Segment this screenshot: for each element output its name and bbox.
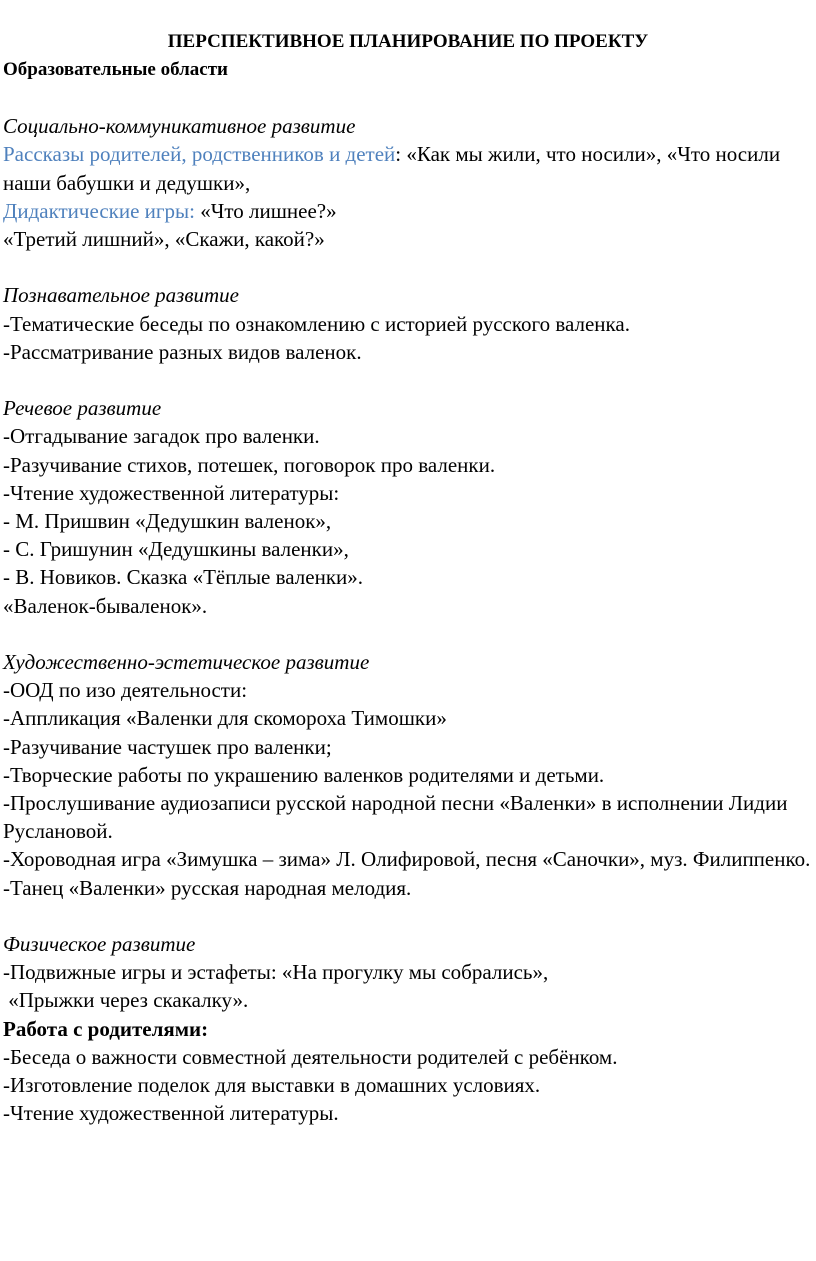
document-page: [3, 28, 813, 1127]
list-item: -Подвижные игры и эстафеты: «На прогулку мы собрались»,: [3, 960, 549, 985]
section-heading-speech: Речевое развитие: [3, 396, 162, 421]
social-stories-label: Рассказы родителей, родственников и детей: [3, 142, 396, 167]
spacer: [3, 902, 813, 930]
spacer: [3, 620, 813, 648]
social-games-text: «Что лишнее?»: [194, 198, 337, 223]
list-item: -Разучивание частушек про валенки;: [3, 734, 332, 759]
list-item: -Беседа о важности совместной деятельности родителей с ребёнком.: [3, 1044, 618, 1069]
list-item: - М. Пришвин «Дедушкин валенок»,: [3, 509, 332, 533]
list-item: «Валенок-бываленок».: [3, 593, 208, 618]
spacer: [3, 366, 813, 394]
list-item: -Изготовление поделок для выставки в домашних условиях.: [3, 1073, 541, 1098]
spacer: [3, 84, 813, 112]
list-item: -Танец «Валенки» русская народная мелодия.: [3, 875, 412, 900]
list-item: - В. Новиков. Сказка «Тёплые валенки».: [3, 565, 364, 590]
social-games-line2: «Третий лишний», «Скажи, какой?»: [3, 227, 325, 251]
document-subtitle: Образовательные области: [3, 59, 229, 80]
list-item: -Прослушивание аудиозаписи русской народной песни «Валенки» в исполнении Лидии Руслановой.: [3, 791, 788, 844]
list-item: -ООД по изо деятельности:: [3, 678, 248, 703]
list-item: «Прыжки через скакалку».: [3, 988, 249, 1013]
list-item: -Хороводная игра «Зимушка – зима» Л. Олифировой, песня «Саночки», муз. Филиппенко.: [3, 847, 811, 872]
list-item: -Творческие работы по украшению валенков родителями и детьми.: [3, 762, 605, 787]
section-heading-parents: Работа с родителями:: [3, 1016, 209, 1041]
social-games-label: Дидактические игры:: [3, 198, 195, 223]
document-title: ПЕРСПЕКТИВНОЕ ПЛАНИРОВАНИЕ ПО ПРОЕКТУ: [167, 31, 649, 52]
spacer: [3, 253, 813, 281]
list-item: -Рассматривание разных видов валенок.: [3, 339, 362, 364]
list-item: -Чтение художественной литературы.: [3, 1101, 339, 1126]
section-heading-cognitive: Познавательное развитие: [3, 283, 239, 308]
list-item: -Тематические беседы по ознакомлению с историей русского валенка.: [3, 311, 630, 336]
section-heading-art: Художественно-эстетическое развитие: [3, 650, 370, 674]
section-heading-physical: Физическое развитие: [3, 932, 196, 957]
social-stories-line: [3, 140, 813, 196]
social-stories-text: : «Как мы жили, что носили», «Что носили наши бабушки и дедушки»,: [3, 142, 781, 195]
list-item: -Отгадывание загадок про валенки.: [3, 424, 320, 449]
list-item: -Аппликация «Валенки для скомороха Тимошки»: [3, 706, 447, 731]
list-item: - С. Гришунин «Дедушкины валенки»,: [3, 537, 349, 562]
list-item: -Чтение художественной литературы:: [3, 480, 340, 505]
list-item: -Разучивание стихов, потешек, поговорок про валенки.: [3, 452, 496, 477]
section-heading-social: Социально-коммуникативное развитие: [3, 114, 356, 139]
social-games-line: [3, 197, 813, 225]
